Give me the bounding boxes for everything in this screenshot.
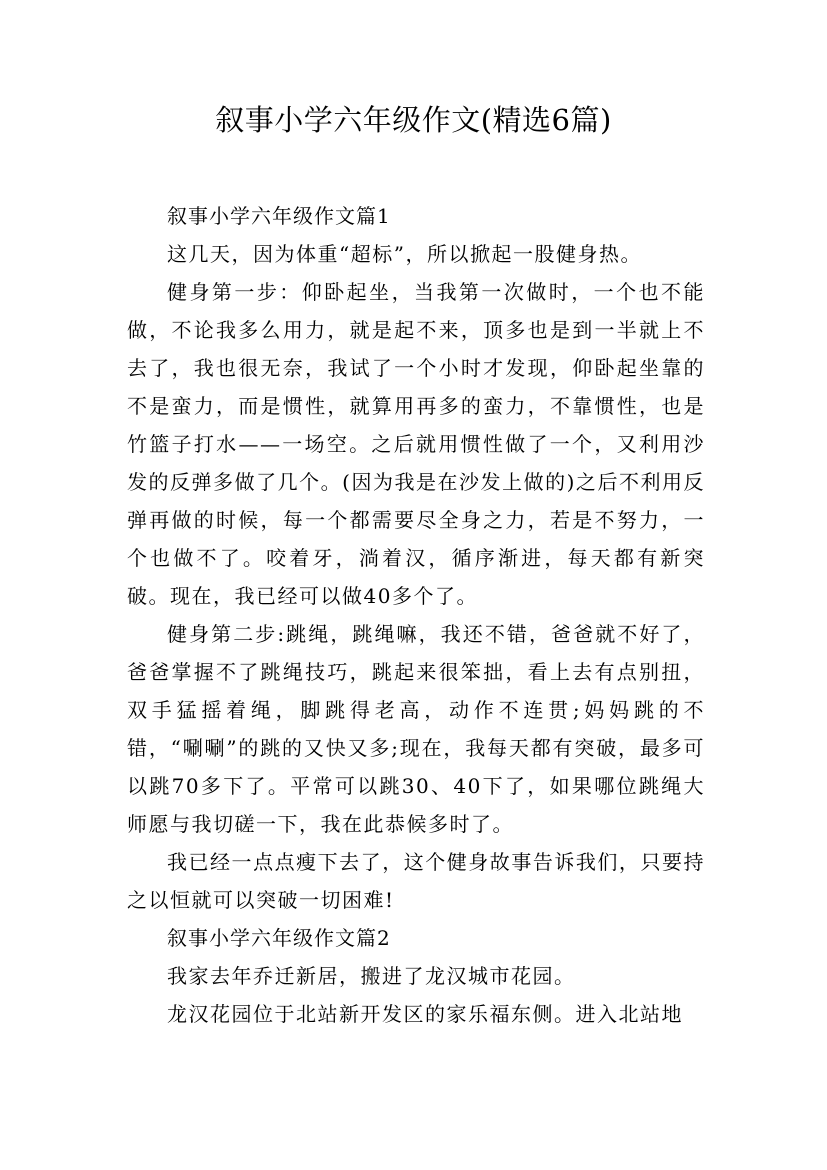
essay-heading-1: 叙事小学六年级作文篇1 (167, 204, 391, 228)
paragraph: 这几天，因为体重“超标”，所以掀起一股健身热。 (167, 242, 642, 266)
document-body (127, 197, 705, 1033)
essay-heading-2: 叙事小学六年级作文篇2 (167, 926, 391, 950)
paragraph: 我家去年乔迁新居，搬进了龙汉城市花园。 (167, 964, 576, 988)
paragraph: 健身第二步:跳绳，跳绳嘛，我还不错，爸爸就不好了，爸爸掌握不了跳绳技巧，跳起来很笨拙，看上去有点别扭，双手猛摇着绳，脚跳得老高，动作不连贯;妈妈跳的不错，“唰唰”的跳的又快又多;现在，我每天都有突破，最多可以跳70多下了。平常可以跳30、40下了，如果哪位跳绳大师愿与我切磋一下，我在此恭候多时了。 (127, 622, 705, 836)
paragraph: 我已经一点点瘦下去了，这个健身故事告诉我们，只要持之以恒就可以突破一切困难! (127, 850, 705, 912)
paragraph: 健身第一步：仰卧起坐，当我第一次做时，一个也不能做，不论我多么用力，就是起不来，顶多也是到一半就上不去了，我也很无奈，我试了一个小时才发现，仰卧起坐靠的不是蛮力，而是惯性，就算用再多的蛮力，不靠惯性，也是竹篮子打水——一场空。之后就用惯性做了一个，又利用沙发的反弹多做了几个。(因为我是在沙发上做的)之后不利用反弹再做的时候，每一个都需要尽全身之力，若是不努力，一个也做不了。咬着牙，淌着汉，循序渐进，每天都有新突破。现在，我已经可以做40多个了。 (127, 280, 705, 608)
paragraph: 龙汉花园位于北站新开发区的家乐福东侧。进入北站地 (167, 1002, 683, 1026)
document-title: 叙事小学六年级作文(精选6篇) (215, 103, 612, 137)
